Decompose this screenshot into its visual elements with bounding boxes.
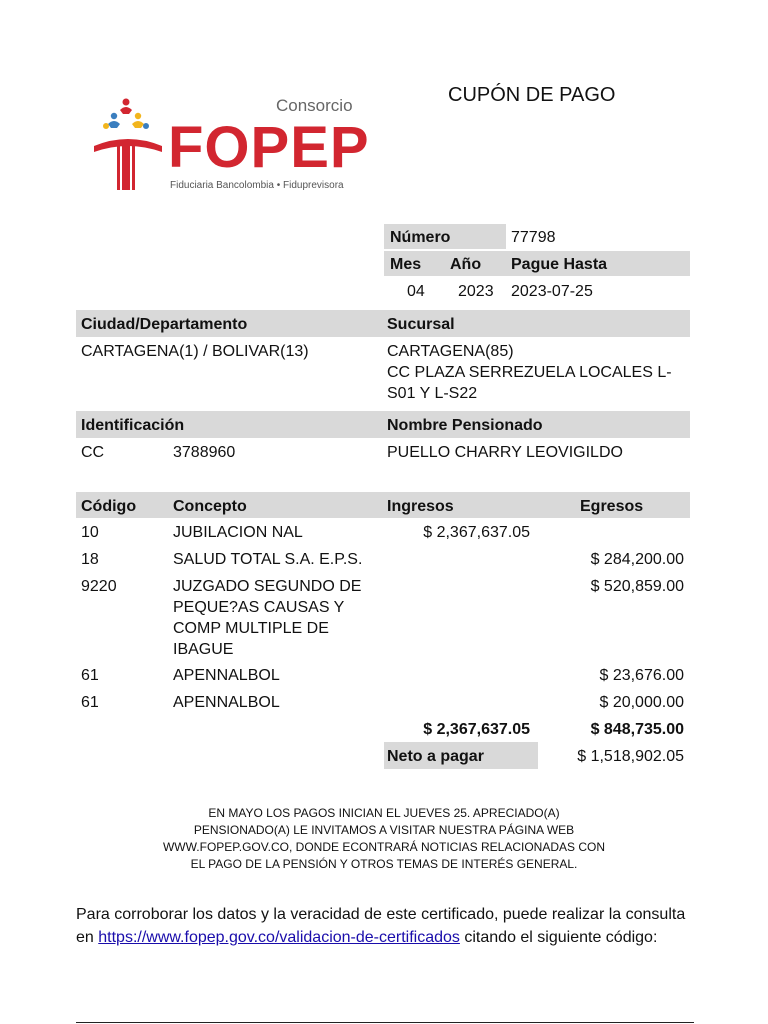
logo-fopep-text: FOPEP [168, 115, 370, 180]
row-1-concepto: JUBILACION NAL [173, 524, 303, 541]
verification-footer [76, 903, 696, 949]
id-number: 3788960 [173, 444, 236, 461]
validation-link[interactable]: https://www.fopep.gov.co/validacion-de-certificados [98, 929, 460, 946]
ano-label: Año [450, 256, 482, 273]
row-4-codigo: 61 [81, 667, 99, 684]
neto-value: $ 1,518,902.05 [577, 748, 684, 765]
sucursal-line-1: CARTAGENA(85) [387, 343, 514, 360]
row-4-egreso: $ 23,676.00 [599, 667, 684, 684]
mes-value: 04 [407, 283, 425, 300]
mes-label: Mes [390, 256, 422, 273]
bottom-rule [76, 1022, 694, 1023]
logo-tagline: Fiduciaria Bancolombia • Fiduprevisora [170, 180, 344, 191]
notice-line-2: PENSIONADO(A) LE INVITAMOS A VISITAR NUESTRA PÁGINA WEB [193, 823, 575, 837]
ciudad-value: CARTAGENA(1) / BOLIVAR(13) [81, 343, 309, 360]
nombre-pensionado-label: Nombre Pensionado [387, 417, 543, 434]
footer-line-2 [76, 926, 696, 949]
numero-value: 77798 [511, 229, 556, 246]
sucursal-label: Sucursal [387, 316, 455, 333]
logo-consorcio-text: Consorcio [276, 96, 353, 115]
neto-label: Neto a pagar [387, 748, 484, 765]
numero-label: Número [390, 229, 451, 246]
total-ingresos: $ 2,367,637.05 [423, 721, 530, 738]
row-3-concepto-line-3: COMP MULTIPLE DE [173, 620, 329, 637]
row-3-concepto-line-2: PEQUE?AS CAUSAS Y [173, 599, 345, 616]
id-type: CC [81, 444, 105, 461]
identificacion-label: Identificación [81, 417, 185, 434]
pensioner-name: PUELLO CHARRY LEOVIGILDO [387, 444, 623, 461]
row-4-concepto: APENNALBOL [173, 667, 280, 684]
footer-line-1: Para corroborar los datos y la veracidad de este certificado, puede realizar la consulta [76, 906, 686, 923]
row-5-concepto: APENNALBOL [173, 694, 280, 711]
pague-hasta-value: 2023-07-25 [511, 283, 593, 300]
ingresos-header: Ingresos [387, 498, 454, 515]
payment-notice [140, 805, 628, 873]
row-3-egreso: $ 520,859.00 [590, 578, 684, 595]
concepto-header: Concepto [173, 498, 247, 515]
row-5-egreso: $ 20,000.00 [599, 694, 684, 711]
document-title: CUPÓN DE PAGO [448, 84, 616, 106]
ciudad-label: Ciudad/Departamento [81, 316, 248, 333]
fopep-logo [92, 96, 370, 196]
row-1-ingreso: $ 2,367,637.05 [423, 524, 530, 541]
row-3-concepto-line-1: JUZGADO SEGUNDO DE [173, 578, 362, 595]
row-2-concepto: SALUD TOTAL S.A. E.P.S. [173, 551, 363, 568]
row-2-codigo: 18 [81, 551, 99, 568]
row-3-concepto-line-4: IBAGUE [173, 641, 234, 658]
total-egresos: $ 848,735.00 [590, 721, 684, 738]
notice-line-3: WWW.FOPEP.GOV.CO, DONDE ECONTRARÁ NOTICIAS RELACIONADAS CON [162, 840, 606, 854]
codigo-header: Código [81, 498, 137, 515]
sucursal-line-2: CC PLAZA SERREZUELA LOCALES L- [387, 364, 672, 381]
row-1-codigo: 10 [81, 524, 99, 541]
pague-hasta-label: Pague Hasta [511, 256, 608, 273]
row-2-egreso: $ 284,200.00 [590, 551, 684, 568]
notice-line-4: EL PAGO DE LA PENSIÓN Y OTROS TEMAS DE INTERÉS GENERAL. [190, 857, 578, 871]
row-5-codigo: 61 [81, 694, 99, 711]
row-3-codigo: 9220 [81, 578, 117, 595]
notice-line-1: EN MAYO LOS PAGOS INICIAN EL JUEVES 25. APRECIADO(A) [208, 806, 560, 820]
ano-value: 2023 [458, 283, 494, 300]
egresos-header: Egresos [580, 498, 644, 515]
footer-suffix: citando el siguiente código: [459, 929, 658, 946]
sucursal-line-3: S01 Y L-S22 [387, 385, 478, 402]
footer-prefix: en [76, 929, 99, 946]
